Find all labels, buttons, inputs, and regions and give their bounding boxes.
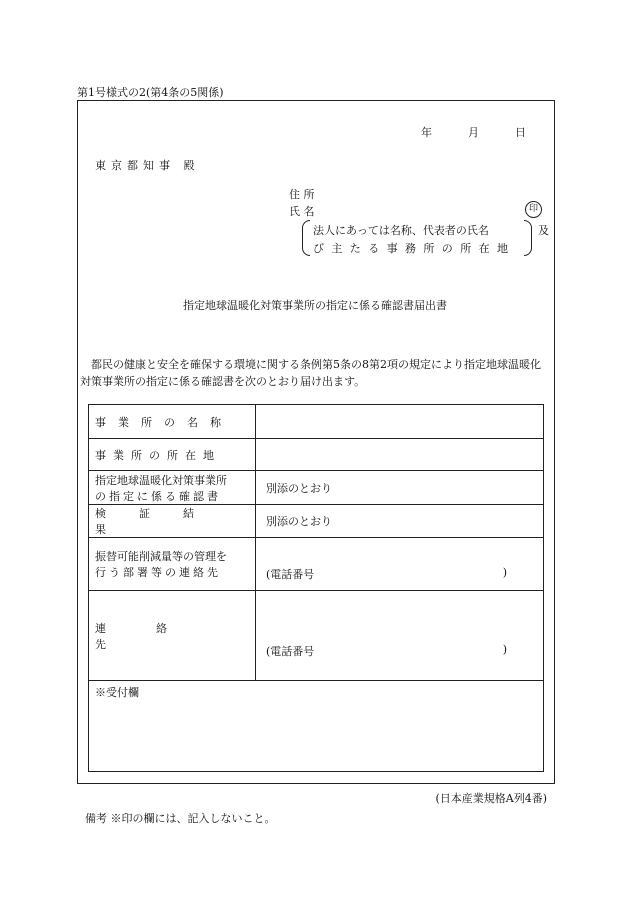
addressee: 東京都知事 殿	[95, 159, 200, 172]
contact-tel-close: )	[502, 642, 507, 656]
dept-tel-close: )	[502, 566, 507, 579]
row-office-name	[89, 405, 544, 439]
contact-label: 連絡先	[95, 621, 217, 651]
reception-label: ※受付欄	[95, 686, 139, 699]
verification-value: 別添のとおり	[256, 505, 544, 538]
verification-label: 検証結果	[95, 507, 227, 536]
dept-tel-label: (電話番号	[266, 568, 315, 581]
form-number: 第1号様式の2(第4条の5関係)	[77, 86, 224, 99]
right-bracket	[524, 220, 532, 256]
corp-note-line1: 法人にあっては名称、代表者の氏名	[313, 224, 489, 237]
date-year: 年	[421, 126, 432, 139]
row-office-location	[89, 439, 544, 471]
dept-label-line2: 行う部署等の連絡先	[95, 566, 221, 579]
dept-contact-field[interactable]	[256, 538, 544, 591]
document-title: 指定地球温暖化対策事業所の指定に係る確認書届出書	[183, 299, 447, 312]
paper-standard: (日本産業規格A列4番)	[435, 792, 547, 805]
contact-tel-label: (電話番号	[266, 644, 315, 658]
row-contact	[89, 591, 544, 681]
office-location-label: 事業所の所在地	[95, 448, 221, 462]
row-verification	[89, 505, 544, 538]
contact-field[interactable]	[256, 591, 544, 681]
row-reception	[89, 681, 544, 772]
left-bracket	[302, 220, 310, 256]
designation-label-line2: の指定に係る確認書	[95, 489, 221, 503]
address-label: 住 所	[289, 188, 315, 201]
designation-label-line1: 指定地球温暖化対策事業所	[95, 473, 227, 487]
date-day: 日	[515, 126, 526, 139]
designation-value: 別添のとおり	[256, 471, 544, 505]
row-designation	[89, 471, 544, 505]
row-dept-contact	[89, 538, 544, 591]
name-label: 氏 名	[289, 205, 315, 218]
office-location-field[interactable]	[256, 439, 544, 471]
corp-note-oyobi: 及	[538, 224, 549, 237]
office-name-label: 事業所の名称	[95, 415, 233, 429]
remarks-note: 備考 ※印の欄には、記入しないこと。	[85, 812, 276, 825]
seal-mark: 印	[525, 201, 542, 218]
corp-note-line2: び主たる事務所の所在地	[313, 242, 516, 255]
office-name-field[interactable]	[256, 405, 544, 439]
body-text: 都民の健康と安全を確保する環境に関する条例第5条の8第2項の規定により指定地球温暖化対策事業所の指定に係る確認書を次のとおり届け出ます。	[80, 358, 541, 388]
date-month: 月	[468, 126, 479, 139]
dept-label-line1: 振替可能削減量等の管理を	[95, 550, 227, 563]
form-table	[88, 404, 544, 772]
